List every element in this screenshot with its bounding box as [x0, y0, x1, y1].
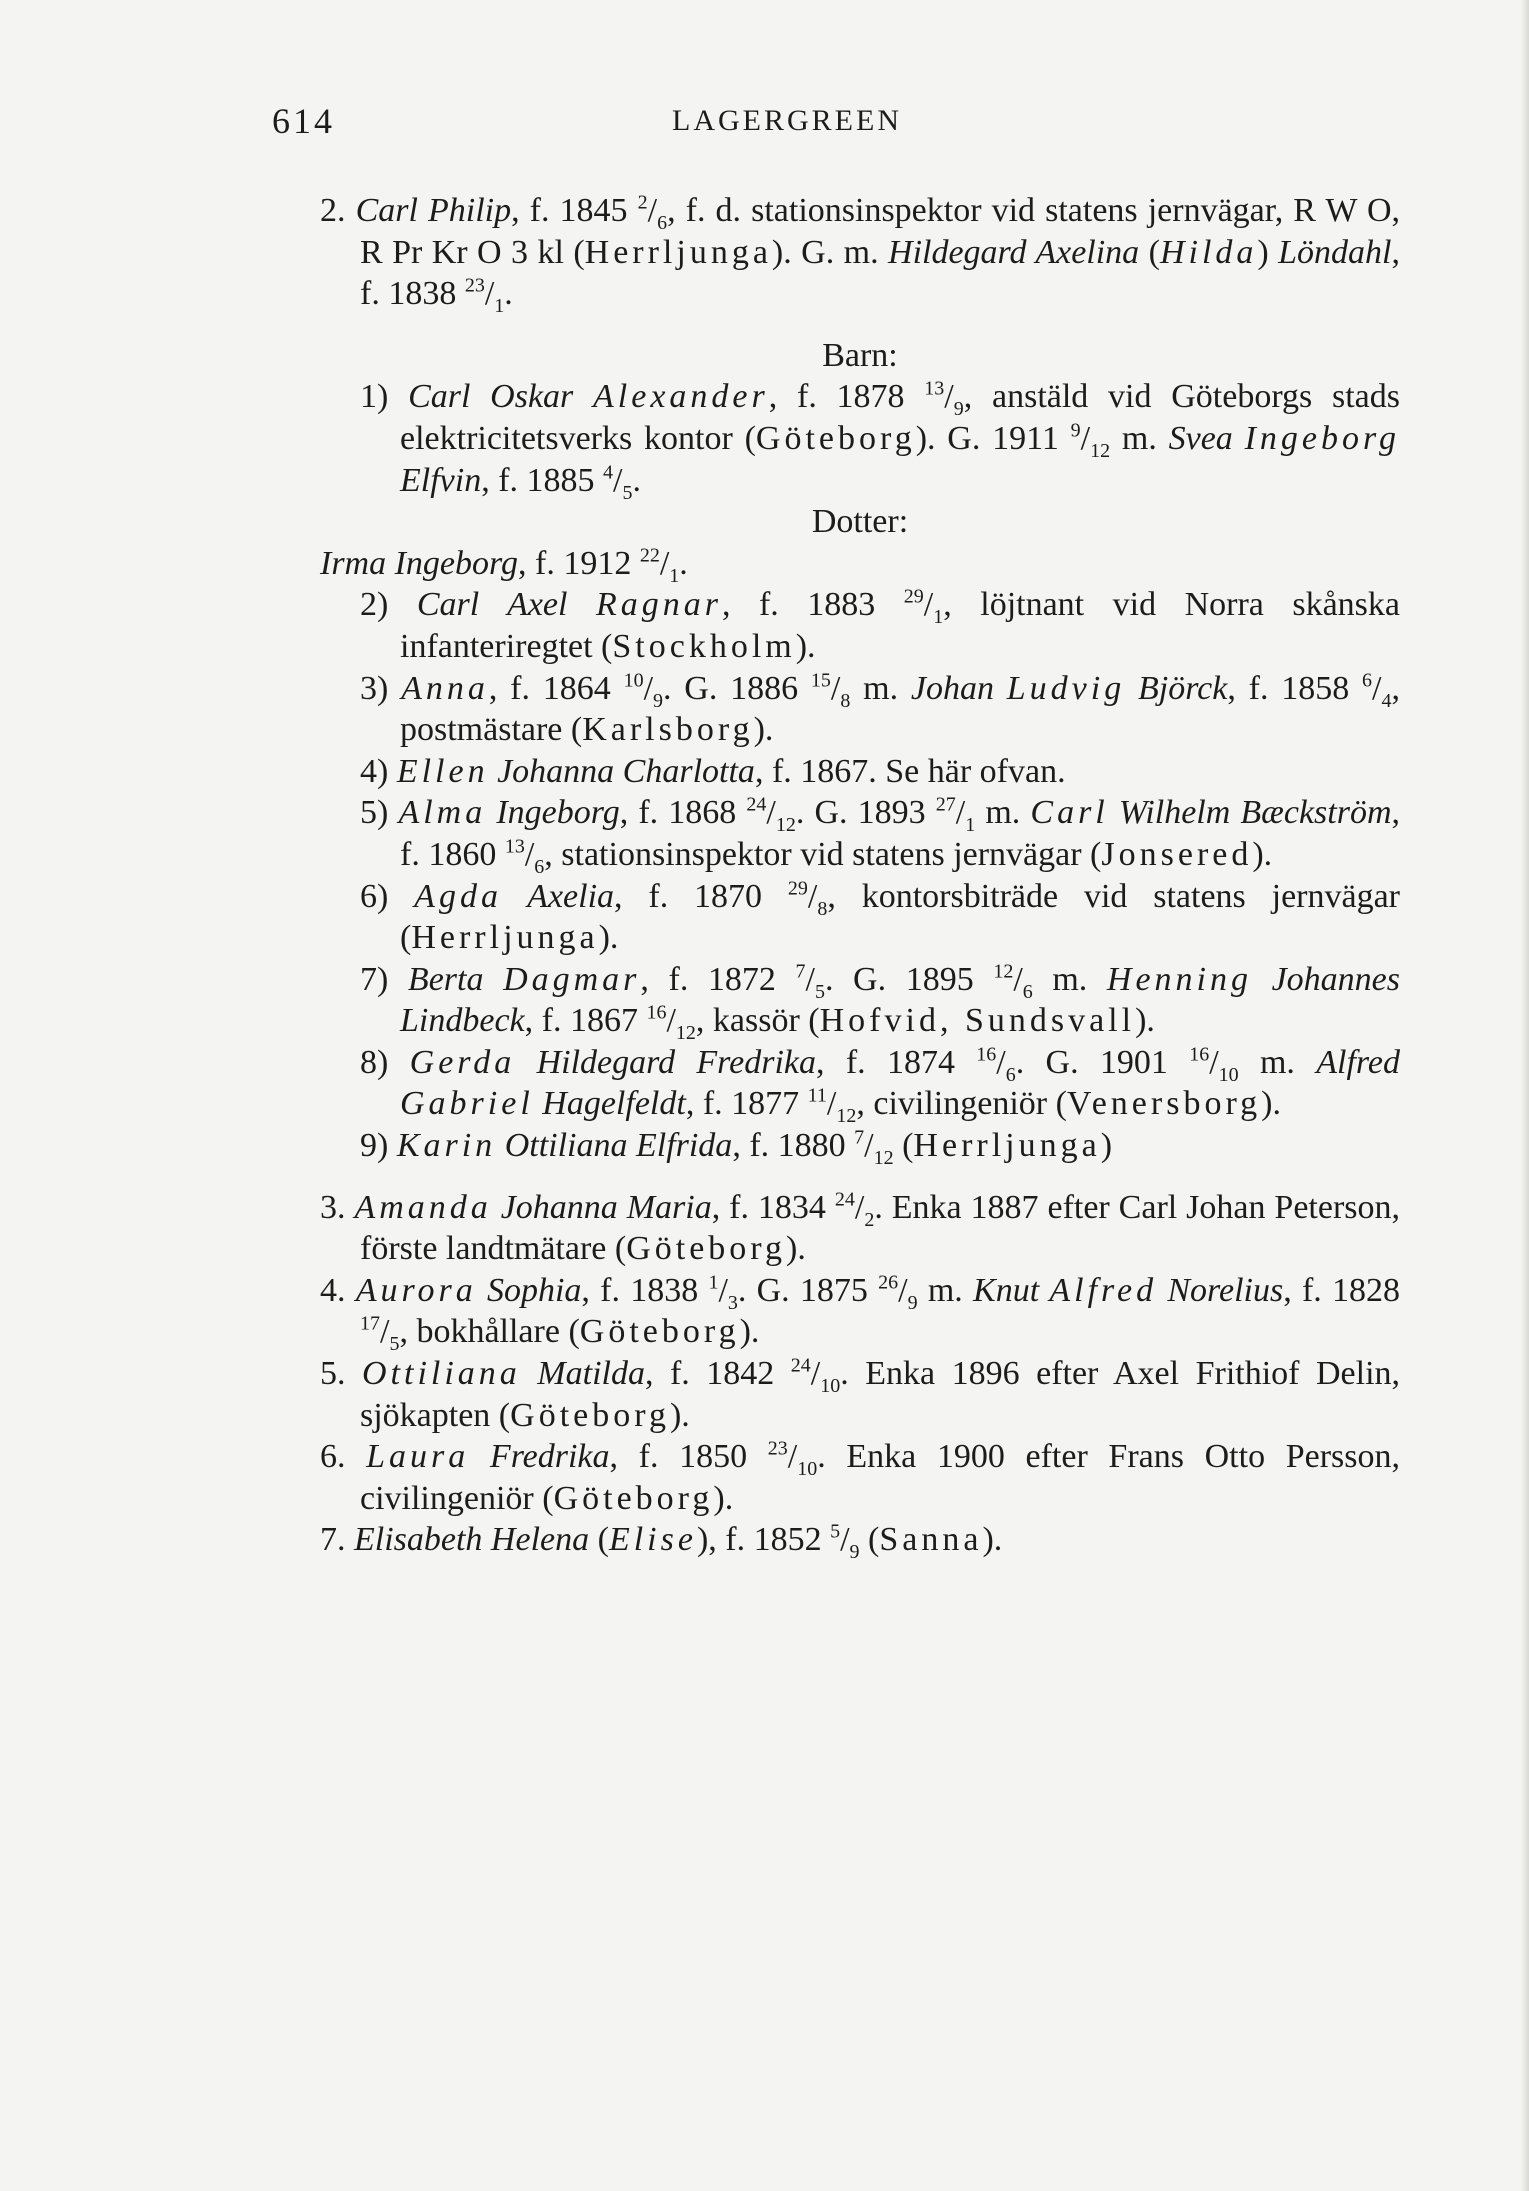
- entry-text: /: [1013, 960, 1023, 998]
- entry-text: ).: [982, 1521, 1003, 1559]
- entry-text: , f. 1864: [488, 669, 624, 707]
- person-name: Norelius: [1157, 1271, 1284, 1309]
- entry-text: Hofvid, Sundsvall: [819, 1002, 1136, 1040]
- date-day: 5: [830, 1521, 841, 1544]
- entry-text: ).: [713, 1479, 734, 1517]
- person-name: Dagmar: [503, 960, 641, 998]
- entry-text: , f. 1842: [644, 1355, 791, 1393]
- date-month: 6: [657, 211, 668, 234]
- date-month: 10: [1218, 1063, 1239, 1086]
- date-day: 27: [935, 793, 956, 816]
- entry-text: .: [504, 275, 513, 313]
- date-day: 24: [790, 1354, 811, 1377]
- family-entry: [320, 1436, 1400, 1519]
- date-month: 10: [797, 1458, 818, 1481]
- entry-text: 1): [360, 378, 409, 416]
- person-name: Elisabeth Helena: [354, 1521, 590, 1559]
- entry-text: m.: [917, 1271, 974, 1309]
- entry-text: /: [1080, 419, 1091, 457]
- entry-text: 7.: [320, 1521, 354, 1559]
- entry-text: Göteborg: [755, 419, 916, 457]
- entry-text: , f. 1870: [614, 877, 788, 915]
- person-name: Johannes Lindbeck: [400, 960, 1401, 1040]
- entry-text: 2.: [320, 192, 356, 229]
- entry-text: m.: [975, 794, 1031, 832]
- person-name: Ellen: [396, 752, 489, 790]
- family-entry: [320, 1519, 1400, 1564]
- date-month: 9: [653, 689, 664, 712]
- person-name: Hagelfeldt: [533, 1085, 686, 1123]
- entry-text: ), f. 1852: [696, 1521, 831, 1559]
- entry-text: (: [1139, 233, 1160, 271]
- entry-text: 4.: [320, 1271, 356, 1309]
- entry-text: ). G. 1911: [915, 419, 1071, 457]
- entry-text: /: [718, 1271, 728, 1309]
- section-heading: [320, 335, 1400, 377]
- entry-text: Göteborg: [510, 1396, 670, 1434]
- entry-text: 2): [360, 586, 417, 624]
- person-name: Irma Ingeborg: [320, 544, 518, 582]
- person-name: Alexander: [593, 378, 769, 416]
- entry-text: /: [826, 1085, 837, 1123]
- entry-text: , f. 1850: [609, 1438, 768, 1476]
- child-entry: [320, 1125, 1400, 1167]
- person-name: Gabriel: [400, 1085, 534, 1123]
- entry-text: Jonsered: [1101, 835, 1253, 873]
- person-name: Ottiliana Elfrida: [496, 1127, 733, 1165]
- date-month: 8: [817, 897, 828, 920]
- date-day: 24: [834, 1188, 855, 1211]
- entry-text: , f. 1834: [711, 1188, 835, 1226]
- person-name: Alma: [398, 794, 487, 832]
- person-name: Fredrika: [469, 1438, 610, 1476]
- spacer: [320, 315, 1400, 335]
- entry-text: Stockholm: [612, 627, 796, 665]
- entry-text: Dotter:: [811, 503, 909, 541]
- entry-text: m.: [850, 669, 911, 707]
- entry-text: .: [679, 544, 688, 582]
- person-name: Knut: [973, 1271, 1050, 1309]
- entry-text: ).: [739, 1313, 760, 1351]
- entry-text: 4): [360, 752, 397, 790]
- person-name: Matilda: [520, 1355, 645, 1393]
- entry-text: /: [830, 669, 841, 707]
- entry-text: , kontorsbiträde vid statens jernvägar (: [400, 877, 1400, 957]
- entry-text: 9): [360, 1127, 397, 1165]
- person-name: Ingeborg: [1244, 419, 1400, 457]
- entry-text: /: [647, 192, 658, 229]
- date-month: 12: [775, 814, 796, 837]
- person-name: Anna: [401, 669, 489, 707]
- entry-text: , f. 1867. Se här ofvan.: [754, 752, 1066, 790]
- entry-text: (: [893, 1127, 914, 1165]
- person-name: Johan: [910, 669, 1007, 707]
- child-entry: [320, 376, 1400, 504]
- person-name: Björck: [1125, 669, 1228, 707]
- date-month: 2: [864, 1208, 875, 1231]
- child-entry: [320, 792, 1400, 878]
- family-entry: [320, 1270, 1401, 1356]
- entry-text: /: [864, 1127, 874, 1165]
- date-day: 9: [1070, 419, 1081, 442]
- entry-text: /: [840, 1521, 850, 1559]
- genealogy-text-column: [320, 190, 1401, 1564]
- entry-text: , f. 1868: [619, 794, 747, 832]
- entry-text: /: [643, 669, 654, 707]
- person-name: Amanda: [354, 1188, 492, 1226]
- person-name: Hildegard Fredrika: [515, 1043, 816, 1081]
- date-month: 3: [727, 1291, 738, 1314]
- entry-text: /: [996, 1043, 1006, 1081]
- entry-text: Herrljunga: [584, 233, 772, 271]
- entry-text: 6): [360, 877, 415, 915]
- entry-text: Barn:: [822, 336, 898, 374]
- entry-text: , f. 1838: [360, 233, 1400, 313]
- date-day: 6: [1362, 669, 1373, 692]
- entry-text: , f. 1885: [481, 461, 604, 499]
- entry-text: , f. 1828: [1283, 1271, 1401, 1309]
- date-day: 23: [464, 274, 485, 297]
- page-edge-shadow: [1521, 0, 1529, 2191]
- entry-text: 6.: [320, 1438, 367, 1476]
- entry-text: m.: [1032, 960, 1107, 998]
- entry-text: 3): [360, 669, 402, 707]
- person-name: Ottiliana: [362, 1355, 521, 1393]
- date-month: 12: [873, 1146, 894, 1169]
- entry-text: Herrljunga: [411, 919, 599, 957]
- entry-text: .: [632, 461, 641, 499]
- entry-text: , f. 1878: [768, 378, 925, 416]
- entry-text: , löjtnant vid Norra skånska infanteriregtet (: [400, 586, 1400, 665]
- entry-text: Sanna: [879, 1521, 983, 1559]
- date-day: 1: [708, 1271, 719, 1294]
- entry-text: ): [1257, 233, 1279, 271]
- entry-text: (: [589, 1521, 609, 1559]
- entry-text: /: [484, 275, 495, 313]
- entry-text: . G. 1893: [795, 794, 936, 832]
- date-day: 23: [767, 1437, 788, 1460]
- entry-text: /: [955, 794, 966, 832]
- date-day: 29: [787, 877, 808, 900]
- entry-text: , f. 1858: [1227, 669, 1363, 707]
- family-entry: [320, 1353, 1400, 1436]
- entry-text: ).: [1252, 835, 1273, 873]
- entry-text: m.: [1110, 419, 1169, 457]
- entry-text: . Enka 1900 efter Frans Otto Persson, civilingeniör (: [360, 1438, 1400, 1517]
- person-name: Henning: [1106, 960, 1252, 998]
- date-day: 15: [810, 669, 831, 692]
- entry-text: /: [807, 877, 818, 915]
- page-number: 614: [272, 101, 335, 141]
- entry-text: . G. 1901: [1015, 1043, 1190, 1081]
- date-day: 13: [924, 378, 945, 401]
- entry-text: Venersborg: [1066, 1085, 1262, 1123]
- spacer: [320, 1167, 1400, 1187]
- child-entry: [320, 1042, 1400, 1128]
- date-month: 5: [622, 481, 633, 504]
- date-day: 16: [1189, 1043, 1210, 1066]
- running-head: LAGERGREEN: [672, 104, 902, 137]
- entry-text: , bokhållare (: [399, 1313, 580, 1351]
- entry-text: . G. 1895: [824, 960, 994, 998]
- person-name: Hilda: [1159, 233, 1258, 271]
- entry-text: 5): [360, 794, 399, 832]
- date-month: 10: [820, 1374, 841, 1397]
- date-month: 6: [1022, 980, 1033, 1003]
- date-month: 6: [534, 855, 545, 878]
- person-name: Alfred: [1049, 1271, 1158, 1309]
- person-name: Axelia: [501, 877, 615, 915]
- entry-text: ).: [1135, 1002, 1155, 1040]
- entry-text: ). G. m.: [771, 233, 889, 271]
- person-name: Wilhelm Bæckström: [1108, 794, 1392, 832]
- entry-text: Göteborg: [626, 1230, 787, 1268]
- person-name: Laura: [366, 1438, 470, 1476]
- date-month: 5: [814, 980, 825, 1003]
- date-day: 16: [976, 1043, 997, 1066]
- date-day: 13: [504, 835, 525, 858]
- entry-text: /: [944, 378, 954, 416]
- person-name: Gerda: [409, 1043, 516, 1081]
- date-month: 12: [1090, 439, 1111, 462]
- entry-text: , f. 1838: [581, 1271, 709, 1309]
- person-name: Svea: [1168, 419, 1245, 457]
- section-heading: [320, 501, 1400, 543]
- date-month: 8: [840, 689, 851, 712]
- person-name: Carl Oskar: [408, 378, 594, 416]
- entry-text: , f. 1860: [400, 794, 1400, 873]
- date-month: 5: [389, 1333, 400, 1356]
- person-name: Carl: [1030, 794, 1109, 832]
- entry-text: ).: [598, 919, 619, 957]
- entry-text: Herrljunga: [913, 1127, 1101, 1165]
- date-day: 16: [646, 1001, 667, 1024]
- entry-text: /: [380, 1313, 390, 1351]
- date-day: 29: [903, 586, 924, 609]
- person-name: Alfred: [1316, 1043, 1400, 1081]
- date-month: 1: [669, 564, 680, 587]
- entry-text: /: [787, 1438, 798, 1476]
- entry-text: , postmästare (: [400, 669, 1400, 749]
- date-day: 2: [637, 191, 648, 214]
- entry-text: /: [805, 960, 815, 998]
- date-month: 12: [675, 1022, 696, 1045]
- entry-text: . Enka 1887 efter Carl Johan Peterson, förste landtmätare (: [360, 1188, 1400, 1268]
- person-name: Ludvig: [1006, 669, 1126, 707]
- entry-text: , f. 1883: [721, 586, 904, 624]
- person-name: Ragnar: [595, 586, 722, 624]
- person-name: Sophia: [476, 1271, 582, 1309]
- child-entry: [320, 751, 1400, 793]
- entry-text: . G. 1886: [663, 669, 811, 707]
- date-day: 7: [795, 960, 806, 983]
- date-month: 9: [907, 1291, 918, 1314]
- person-name: Aurora: [355, 1271, 477, 1309]
- entry-text: /: [1372, 669, 1382, 707]
- date-month: 6: [1005, 1063, 1016, 1086]
- entry-text: ).: [786, 1230, 806, 1268]
- entry-text: /: [524, 835, 535, 873]
- entry-text: m.: [1238, 1043, 1317, 1081]
- entry-text: Göteborg: [553, 1479, 714, 1517]
- date-month: 12: [836, 1105, 857, 1128]
- entry-text: . Enka 1896 efter Axel Frithiof Delin, sjökapten (: [360, 1355, 1401, 1434]
- entry-text: /: [854, 1188, 865, 1226]
- entry-text: , f. 1874: [816, 1043, 977, 1081]
- entry-text: , f. 1877: [685, 1085, 808, 1123]
- entry-text: , f. 1912: [518, 544, 640, 582]
- entry-text: /: [1209, 1043, 1219, 1081]
- entry-text: , civilingeniör (: [856, 1085, 1067, 1123]
- person-name: Johanna Charlotta: [488, 752, 755, 790]
- date-month: 1: [933, 606, 944, 629]
- entry-text: /: [923, 586, 934, 624]
- person-name: Johanna Maria: [491, 1188, 712, 1226]
- person-name: Berta: [407, 960, 504, 998]
- person-name: Hildegard Axelina: [888, 233, 1140, 271]
- person-name: Carl Axel: [416, 586, 596, 624]
- entry-text: /: [766, 794, 776, 832]
- entry-text: Göteborg: [579, 1313, 740, 1351]
- entry-text: /: [613, 461, 623, 499]
- date-day: 26: [878, 1271, 899, 1294]
- entry-text: 3.: [320, 1188, 355, 1226]
- entry-text: /: [898, 1271, 908, 1309]
- entry-text: /: [810, 1355, 821, 1393]
- person-name: Agda: [414, 877, 502, 915]
- date-month: 4: [1381, 689, 1392, 712]
- entry-text: . G. 1875: [737, 1271, 879, 1309]
- entry-text: (: [859, 1521, 880, 1559]
- person-name: Elise: [608, 1521, 697, 1559]
- date-day: 24: [746, 793, 767, 816]
- entry-text: ).: [753, 711, 774, 749]
- person-name: Carl Philip: [355, 192, 512, 229]
- entry-text: /: [666, 1002, 676, 1040]
- entry-text: ).: [669, 1396, 690, 1434]
- date-day: 10: [623, 669, 644, 692]
- family-entry: [320, 543, 1400, 585]
- family-entry: [320, 1187, 1400, 1270]
- date-month: 9: [849, 1541, 860, 1564]
- entry-text: 8): [360, 1043, 410, 1081]
- family-entry: [320, 190, 1400, 315]
- entry-text: , f. 1880: [732, 1127, 855, 1165]
- entry-text: , stationsinspektor vid statens jernvägar (: [544, 835, 1102, 873]
- entry-text: , f. 1872: [640, 960, 796, 998]
- date-day: 11: [807, 1085, 827, 1108]
- entry-text: , f. 1845: [511, 192, 638, 229]
- child-entry: [320, 876, 1400, 959]
- entry-text: , f. d. stationsinspektor vid statens jernvägar, R W O, R Pr Kr O 3 kl (: [360, 192, 1401, 271]
- child-entry: [320, 959, 1401, 1045]
- date-month: 1: [965, 814, 976, 837]
- person-name: Elfvin: [400, 461, 482, 499]
- entry-text: ): [1100, 1127, 1113, 1165]
- person-name: Ingeborg: [486, 794, 620, 832]
- entry-text: Karlsborg: [582, 711, 754, 749]
- entry-text: ).: [1261, 1085, 1281, 1123]
- person-name: Löndahl: [1278, 233, 1392, 271]
- person-name: Karin: [396, 1127, 497, 1165]
- entry-text: 7): [360, 960, 408, 998]
- date-day: 17: [360, 1313, 380, 1336]
- date-day: 4: [603, 461, 614, 484]
- entry-text: ).: [795, 627, 816, 665]
- entry-text: , kassör (: [695, 1002, 820, 1040]
- date-month: 9: [953, 398, 964, 421]
- entry-text: , f. 1867: [524, 1002, 647, 1040]
- entry-text: , anstäld vid Göteborgs stads elektricitetsverks kontor (: [400, 378, 1400, 457]
- child-entry: [320, 584, 1400, 667]
- date-day: 7: [854, 1126, 865, 1149]
- date-day: 22: [639, 544, 660, 567]
- entry-text: 5.: [320, 1355, 362, 1393]
- date-month: 1: [494, 294, 505, 317]
- entry-text: /: [659, 544, 670, 582]
- child-entry: [320, 668, 1400, 751]
- date-day: 12: [993, 960, 1014, 983]
